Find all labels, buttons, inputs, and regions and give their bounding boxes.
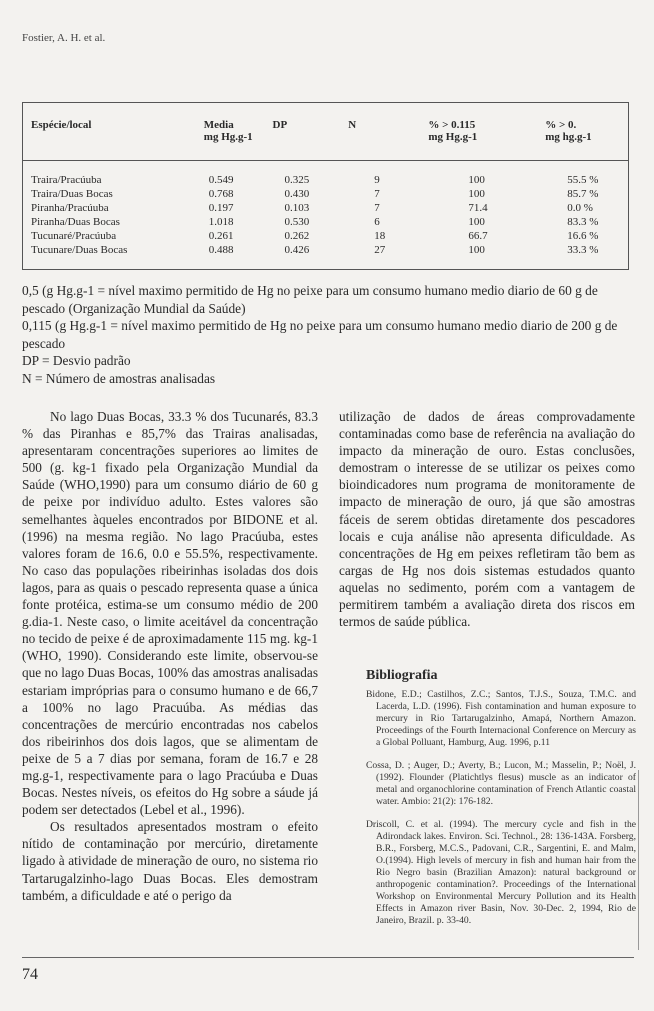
table-row — [31, 187, 628, 201]
cell-media: 1.018 — [208, 216, 234, 228]
note-dp: DP = Desvio padrão — [22, 353, 131, 369]
cell-n: 6 — [374, 216, 380, 228]
cell-pct2: 33.3 % — [567, 244, 599, 256]
cell-dp: 0.426 — [284, 244, 310, 256]
cell-media: 0.261 — [208, 230, 234, 242]
results-table — [22, 102, 629, 270]
cell-media: 0.197 — [208, 202, 234, 214]
cell-pct1: 100 — [468, 188, 485, 200]
cell-species: Traira/Pracúuba — [31, 174, 102, 186]
left-column — [22, 408, 318, 904]
bibliography-entry: Driscoll, C. et al. (1994). The mercury cycle and fish in the Adirondack lakes. Environ. Sci. Technol., 28: 136-143A. Forsberg, B.R., Forsberg, M.C.S., Padovani, C.R., Sargentini, E. and Malm, O.(1994). High levels of mercury in fish and human hair from the Rio Negro basin (Brazilian Amazon): natural background or anthropogenic contamination?. Proceedings of the International Workshop on Environmental Mercury Pollution and its Health Effects in Amazon river Basin, Nov. 30-Dec. 2, 1994, Rio de Janeiro, Brazil. p. 33-40. — [366, 819, 636, 926]
bibliography-heading: Bibliografia — [366, 668, 438, 683]
cell-dp: 0.325 — [284, 174, 310, 186]
cell-media: 0.549 — [208, 174, 234, 186]
cell-pct1: 66.7 — [468, 230, 488, 242]
header-dp: DP — [272, 119, 288, 131]
bibliography-entry: Cossa, D. ; Auger, D.; Averty, B.; Lucon, M.; Masselin, P.; Noël, J. (1992). Flounder (Platichtlys flesus) muscle as an indicator of metal and organochlorine contamination of French Atlantic coastal water. Ambio: 21(2): 176-182. — [366, 760, 636, 807]
table-row — [31, 243, 628, 257]
cell-species: Piranha/Duas Bocas — [31, 216, 120, 228]
header-media-unit: mg Hg.g-1 — [203, 131, 253, 143]
cell-dp: 0.103 — [284, 202, 310, 214]
header-pct2-unit: mg hg.g-1 — [545, 131, 592, 143]
cell-pct1: 100 — [468, 174, 485, 186]
cell-pct2: 83.3 % — [567, 216, 599, 228]
note-limit-05: 0,5 (g Hg.g-1 = nível maximo permitido de Hg no peixe para um consumo humano medio diario de 60 g de pescado (Organização Mundial da Saúde) — [22, 283, 598, 316]
margin-rule — [638, 770, 639, 950]
header-n: N — [348, 119, 357, 131]
cell-dp: 0.430 — [284, 188, 310, 200]
body-paragraph: utilização de dados de áreas comprovadamente contaminadas como base de referência na avaliação do impacto da mineração de ouro. Estas conclusões, demostram o interesse de se utilizar os peixes como bioindicadores num programa de monitoramente de impacto de mineração de ouro, já que são amostras fáceis de serem obtidas diretamente dos pescadores locais e cuja análise não apresenta dificuldade. As concentrações de Hg em peixes refletiram tão bem as cargas de Hg nos dois sistemas estudados quanto aquelas no sedimento, porém com a vantagem de permitirem também a avaliação direta dos riscos em termos de saúde pública. — [339, 409, 635, 630]
cell-n: 7 — [374, 202, 380, 214]
cell-n: 27 — [374, 244, 386, 256]
cell-pct2: 55.5 % — [567, 174, 599, 186]
header-pct1-label: % > 0.115 — [428, 119, 476, 131]
header-pct1-unit: mg Hg.g-1 — [428, 131, 478, 143]
cell-media: 0.768 — [208, 188, 234, 200]
cell-n: 9 — [374, 174, 380, 186]
cell-n: 18 — [374, 230, 386, 242]
cell-pct2: 16.6 % — [567, 230, 599, 242]
footer-rule — [22, 957, 634, 958]
right-column — [339, 408, 635, 630]
note-limit-0115: 0,115 (g Hg.g-1 = nível maximo permitido de Hg no peixe para um consumo humano medio diario de 200 g de pescado — [22, 318, 618, 351]
cell-pct2: 0.0 % — [567, 202, 593, 214]
data-table — [31, 119, 628, 257]
running-head: Fostier, A. H. et al. — [22, 32, 106, 44]
cell-species: Traira/Duas Bocas — [31, 188, 113, 200]
cell-pct1: 100 — [468, 244, 485, 256]
body-paragraph: No lago Duas Bocas, 33.3 % dos Tucunarés, 83.3 % das Piranhas e 85,7% das Trairas analisadas, apresentaram concentrações superiores ao limites de 500 (g. kg-1 fixado pela Organização Mundial da Saúde (WHO,1990) para um consumo diário de 60 g de peixe por indivíduo adulto. Estes valores são semelhantes àqueles encontrados por BIDONE et al. (1996) na mesma região. No lago Pracúuba, estes valores foram de 16.6, 0.0 e 55.5%, respectivamente. No caso das populações ribeirinhas isoladas dos dois lagos, para as quais o pescado representa quase a única fonte protéica, estima-se um consumo médio de 200 g.dia-1. Neste caso, o limite aceitável da concentração no tecido de peixe é de aproximadamente 115 mg. kg-1 (WHO, 1990). Considerando este limite, observou-se que no lago Duas Bocas, 100% das amostras analisadas estariam impróprias para o consumo humano e de 66,7 a 100% no lago Pracuúba. As médias das concentrações de mercúrio encontradas nos cabelos dos ribeirinhos dos dois lagos, que se alimentam de peixe de 5 a 7 dias por semana, foram de 16.7 e 28 mg.g-1, respectivamente para o lago Pracúuba e Duas Bocas. Nestes níveis, os efeitos do Hg sobre a sáude já podem ser detectados (Lebel et al., 1996). — [22, 409, 318, 818]
page-number: 74 — [22, 966, 38, 983]
table-header-row — [31, 119, 628, 159]
table-row — [31, 201, 628, 215]
cell-pct2: 85.7 % — [567, 188, 599, 200]
table-row — [31, 173, 628, 187]
header-media — [204, 119, 273, 159]
bibliography-list — [366, 689, 636, 938]
cell-dp: 0.262 — [284, 230, 310, 242]
cell-dp: 0.530 — [284, 216, 310, 228]
cell-pct1: 71.4 — [468, 202, 488, 214]
table-notes — [22, 282, 634, 388]
header-pct2-label: % > 0. — [545, 119, 577, 131]
cell-media: 0.488 — [208, 244, 234, 256]
header-pct1 — [428, 119, 545, 159]
cell-n: 7 — [374, 188, 380, 200]
bibliography-entry: Bidone, E.D.; Castilhos, Z.C.; Santos, T.J.S., Souza, T.M.C. and Lacerda, L.D. (1996). Fish contamination and human exposure to mercury in Rio Tartarugalzinho, Amapá, Northern Amazon. Proceedings of the Fourth Internacional Conference on Mercury as a Global Polluant, Hamburg, Aug. 1996, p.11 — [366, 689, 636, 748]
note-n: N = Número de amostras analisadas — [22, 370, 216, 386]
header-pct2 — [545, 119, 628, 159]
header-species: Espécie/local — [31, 119, 92, 131]
cell-species: Tucunaré/Pracúuba — [31, 230, 117, 242]
table-row — [31, 215, 628, 229]
header-media-label: Media — [203, 119, 234, 131]
cell-species: Piranha/Pracúuba — [31, 202, 109, 214]
body-paragraph: Os resultados apresentados mostram o efeito nítido de contaminação por mercúrio, diretamente ligado à atividade de mineração de ouro, no sistema rio Tartarugalzinho-lago Duas Bocas. Eles demostram também, a dificuldade e até o perigo da — [22, 819, 318, 903]
cell-species: Tucunare/Duas Bocas — [31, 244, 128, 256]
table-row — [31, 229, 628, 243]
cell-pct1: 100 — [468, 216, 485, 228]
table-body — [31, 173, 628, 257]
